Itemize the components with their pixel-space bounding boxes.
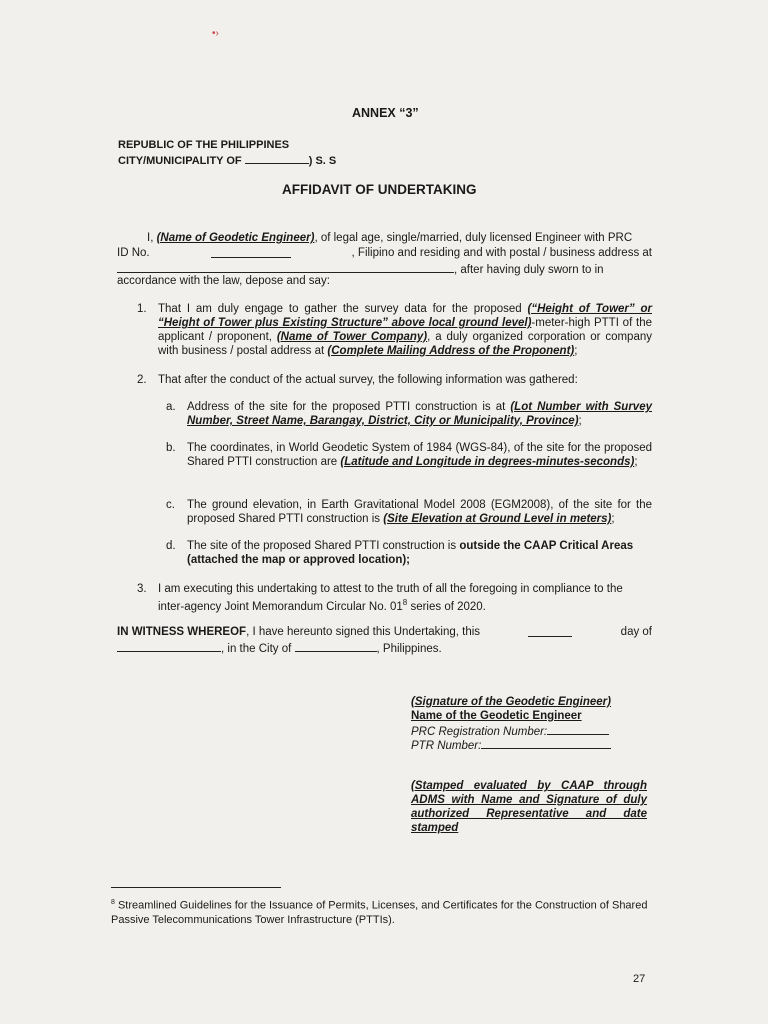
day-blank — [528, 625, 572, 637]
sub-b-letter: b. — [166, 442, 176, 454]
item-1-text: That I am duly engage to gather the survey data for the proposed (“Height of Tower” or “Height of Tower plus Existing Structure” above local ground level)-meter-high PTTI of the applicant / proponent, (Name of Tower Company), a duly organized corporation or company with business / postal address at (Complete Mailing Address of the Proponent); — [158, 303, 653, 357]
placeholder-site-elevation: (Site Elevation at Ground Level in meters) — [383, 513, 612, 525]
footnote-divider — [111, 887, 281, 888]
footnote: $^8$ Streamlined Guidelines for the Issuance of Permits, Licenses, and Certificates for the Construction of Shared Passive Telecommunications Tower Infrastructure (PTTIs). — [111, 899, 648, 926]
intro-line-3: , after having duly sworn to in — [117, 261, 652, 277]
page-number: 27 — [633, 973, 646, 985]
prc-number-blank — [547, 723, 609, 735]
city-blank — [245, 152, 309, 164]
scan-mark-icon: •› — [212, 28, 219, 39]
address-blank — [117, 261, 454, 273]
sub-c-letter: c. — [166, 499, 175, 511]
placeholder-engineer-name: (Name of Geodetic Engineer) — [156, 232, 315, 244]
sub-d-letter: d. — [166, 540, 176, 552]
caap-stamp-placeholder: (Stamped evaluated by CAAP through ADMS with Name and Signature of duly authorized Representative and date stamped — [411, 780, 647, 834]
item-2-text: That after the conduct of the actual survey, the following information was gathered: — [158, 374, 578, 386]
item-2-number: 2. — [137, 374, 147, 386]
item-3-text: I am executing this undertaking to attest to the truth of all the foregoing in compliance to the inter-agency Joint Memorandum Circular No. $01^8$ series of 2020. — [158, 583, 623, 613]
engineer-name-placeholder: Name of the Geodetic Engineer — [411, 710, 582, 722]
placeholder-coordinates: (Latitude and Longitude in degrees-minutes-seconds) — [340, 456, 635, 468]
city-of-blank — [295, 640, 377, 652]
intro-line-4: accordance with the law, depose and say: — [117, 275, 330, 287]
sub-a-letter: a. — [166, 401, 176, 413]
placeholder-tower-company: (Name of Tower Company) — [276, 331, 428, 343]
placeholder-site-address: (Lot Number with Survey Number, Street Name, Barangay, District, City or Municipality, Province) — [187, 401, 652, 427]
witness-line-2: , in the City of , Philippines. — [117, 640, 442, 656]
sub-b-text: The coordinates, in World Geodetic System of 1984 (WGS-84), of the site for the proposed Shared PTTI construction are (Latitude and Longitude in degrees-minutes-seconds); — [187, 442, 652, 468]
witness-line-1: IN WITNESS WHEREOF, I have hereunto signed this Undertaking, this day of — [117, 626, 652, 638]
sub-c-text: The ground elevation, in Earth Gravitational Model 2008 (EGM2008), of the site for the proposed Shared PTTI construction is (Site Elevation at Ground Level in meters); — [187, 499, 652, 525]
document-title: AFFIDAVIT OF UNDERTAKING — [282, 182, 477, 197]
item-1-number: 1. — [137, 303, 147, 315]
sub-a-text: Address of the site for the proposed PTTI construction is at (Lot Number with Survey Number, Street Name, Barangay, District, City or Municipality, Province); — [187, 401, 652, 427]
item-3-number: 3. — [137, 583, 147, 595]
header-republic: REPUBLIC OF THE PHILIPPINES — [118, 139, 290, 151]
prc-id-blank — [211, 246, 291, 258]
intro-line-1: I, (Name of Geodetic Engineer), of legal age, single/married, duly licensed Engineer with PRC — [147, 232, 633, 244]
annex-title: ANNEX “3” — [352, 106, 419, 120]
signature-placeholder: (Signature of the Geodetic Engineer) — [411, 696, 611, 708]
ptr-number-line: PTR Number: — [411, 737, 611, 753]
placeholder-tower-height: (“Height of Tower” or “Height of Tower plus Existing Structure” above local ground level) — [158, 303, 653, 329]
placeholder-proponent-address: (Complete Mailing Address of the Proponent) — [327, 345, 575, 357]
header-city: CITY/MUNICIPALITY OF ) S. S — [118, 152, 336, 168]
prc-registration-line: PRC Registration Number: — [411, 723, 609, 739]
sub-d-text: The site of the proposed Shared PTTI construction is outside the CAAP Critical Areas (attached the map or approved location); — [187, 540, 634, 566]
month-blank — [117, 640, 221, 652]
caap-critical-areas-note: outside the CAAP Critical Areas (attached the map or approved location); — [187, 540, 634, 566]
ptr-number-blank — [481, 737, 611, 749]
intro-line-2: ID No. , Filipino and residing and with postal / business address at — [117, 247, 652, 259]
